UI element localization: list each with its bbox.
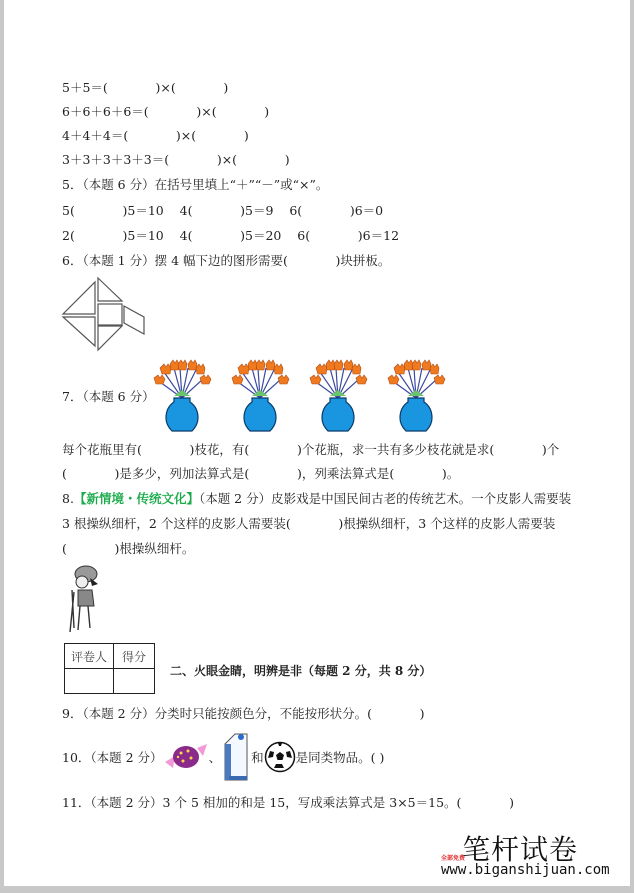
q10-sep-1: 、 xyxy=(208,750,222,765)
flower-vase-icon xyxy=(384,358,448,432)
q8-line-3: ( )根操纵细杆。 xyxy=(62,541,195,556)
logo-free-badge: 全部免费 xyxy=(441,855,466,862)
q8-line-1 xyxy=(62,491,571,507)
q10-suffix: 是同类物品。( ) xyxy=(295,750,385,765)
exam-page xyxy=(4,0,630,886)
q8-line-2: 3 根操纵细杆，2 个这样的皮影人需要装( )根操纵细杆，3 个这样的皮影人需要装 xyxy=(62,516,556,531)
q6-title: 6．（本题 1 分）摆 4 幅下边的图形需要( )块拼板。 xyxy=(62,253,391,268)
q9-text: 9．（本题 2 分）分类时只能按颜色分，不能按形状分。( ) xyxy=(62,706,425,721)
section-2-title: 二、火眼金睛，明辨是非（每题 2 分，共 8 分） xyxy=(170,664,432,678)
q7-line-2: ( )是多少，列加法算式是( )，列乘法算式是( )。 xyxy=(62,466,460,481)
tangram-fish-figure xyxy=(60,276,150,352)
q7-title: 7．（本题 6 分） xyxy=(62,389,155,404)
q5-row-2: 2( )5＝10 4( )5＝20 6( )6＝12 xyxy=(62,228,400,243)
q5-title: 5．（本题 6 分）在括号里填上“＋”“－”或“×”。 xyxy=(62,177,329,192)
flower-vase-icon xyxy=(228,358,292,432)
logo-title: 笔杆试卷 xyxy=(462,833,579,866)
shadow-puppet-image xyxy=(64,564,104,636)
grader-cell[interactable] xyxy=(65,669,114,694)
vase-row xyxy=(150,358,448,432)
q5-row-1: 5( )5＝10 4( )5＝9 6( )6＝0 xyxy=(62,203,384,218)
q10-sep-2: 和 xyxy=(251,750,264,765)
grader-header: 评卷人 xyxy=(65,644,114,669)
score-cell[interactable] xyxy=(114,669,155,694)
q10-line xyxy=(62,732,384,782)
milk-carton-icon xyxy=(221,732,251,782)
q8-number: 8. xyxy=(62,491,74,506)
q11-text: 11．（本题 2 分）3 个 5 相加的和是 15，写成乘法算式是 3×5＝15。( ) xyxy=(62,795,514,810)
q4-line-3: 4＋4＋4＝( )×( ) xyxy=(62,128,249,143)
q8-text: （本题 2 分）皮影戏是中国民间古老的传统艺术。一个皮影人需要装 xyxy=(198,491,572,506)
flower-vase-icon xyxy=(150,358,214,432)
q4-line-4: 3＋3＋3＋3＋3＝( )×( ) xyxy=(62,152,290,167)
q4-line-1: 5＋5＝( )×( ) xyxy=(62,80,229,95)
q8-context-tag: 【新情境・传统文化】 xyxy=(73,491,199,506)
soccer-ball-icon xyxy=(264,741,296,773)
score-table xyxy=(64,643,155,694)
score-header: 得分 xyxy=(114,644,155,669)
q10-prefix: 10．（本题 2 分） xyxy=(62,750,163,765)
q7-line-1: 每个花瓶里有( )枝花，有( )个花瓶，求一共有多少枝花就是求( )个 xyxy=(62,442,560,457)
candy-icon xyxy=(163,740,209,774)
q4-line-2: 6＋6＋6＋6＝( )×( ) xyxy=(62,104,270,119)
flower-vase-icon xyxy=(306,358,370,432)
logo-url: www.biganshijuan.com xyxy=(441,862,610,878)
